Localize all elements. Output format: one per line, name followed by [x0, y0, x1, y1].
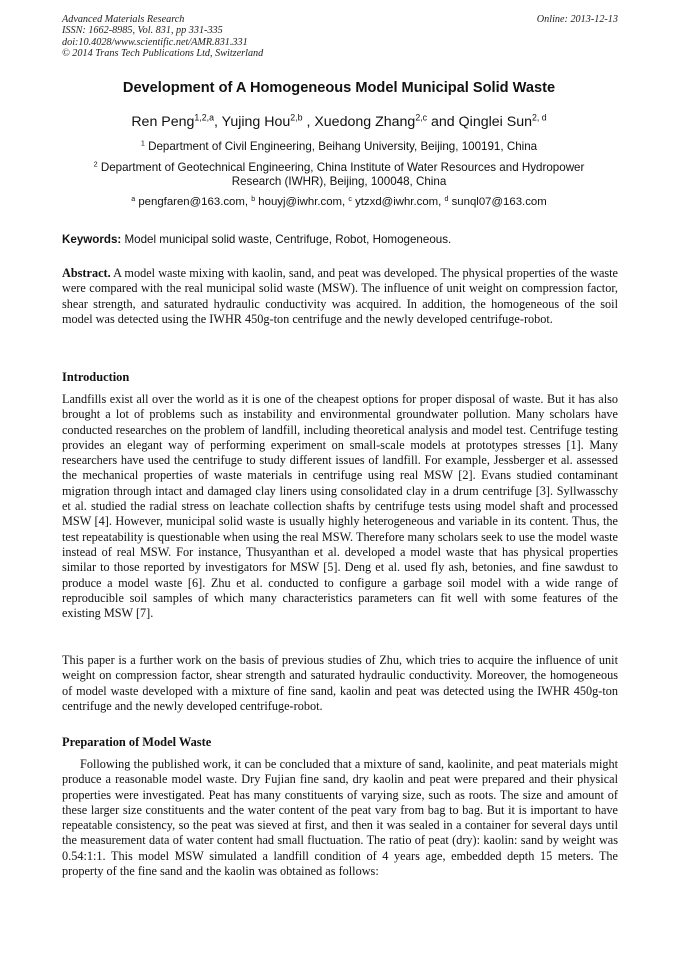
author-name: Qinglei Sun [458, 114, 532, 130]
author-separator: , [214, 114, 222, 130]
online-date: Online: 2013-12-13 [536, 14, 618, 25]
preparation-paragraph-1: Following the published work, it can be concluded that a mixture of sand, kaolinite, and peat materials might produce a reasonable model waste. Dry Fujian fine sand, dry kaolin and peat were prepared and their physical properties were investigated. Peat has many constituents of varying size, such as roots. The size and amount of these larger size constituents and the water content of the peat vary from bag to bag. But it is important to have repeatable consistency, so the peat was sieved at first, and then it was sealed in a container for several days until the measurement data of water content had small fluctuation. The ratio of peat (dry): kaolin: sand by weight was 0.54:1:1. This model MSW simulated a landfill condition of 4 years age, embedded depth 15 meters. The property of the fine sand and the kaolin was obtained as follows: [62, 757, 618, 879]
running-header [62, 14, 618, 60]
copyright: © 2014 Trans Tech Publications Ltd, Switzerland [62, 48, 264, 60]
email: pengfaren@163.com, [135, 196, 252, 208]
email-sup: c [348, 195, 352, 203]
email-sup: b [251, 195, 256, 203]
affiliation-text: Research (IWHR), Beijing, 100048, China [231, 175, 447, 189]
email-sup: a [131, 195, 136, 203]
introduction-paragraph-2: This paper is a further work on the basis of previous studies of Zhu, which tries to acquire the influence of unit weight on compression factor, shear strength and saturated hydraulic conductivity. Moreover, the homogeneous of model waste developed with a mixture of fine sand, kaolin and peat was detected using the IWHR 450g-ton centrifuge and the newly developed centrifuge-robot. [62, 653, 618, 713]
keywords-label: Keywords: [62, 233, 122, 246]
section-heading-introduction: Introduction [62, 370, 130, 384]
keywords-text: Model municipal solid waste, Centrifuge, Robot, Homogeneous. [121, 233, 452, 246]
affiliation-sup: 1 [140, 138, 145, 148]
affiliation-1 [0, 140, 678, 154]
journal-name: Advanced Materials Research [62, 14, 185, 25]
author-affiliation-sup: 1,2,a [194, 112, 214, 123]
email-sup: d [444, 195, 449, 203]
abstract [62, 266, 618, 327]
author-name: Xuedong Zhang [314, 114, 416, 130]
email: ytzxd@iwhr.com, [351, 196, 445, 208]
keywords [62, 233, 618, 246]
paper-title: Development of A Homogeneous Model Municipal Solid Waste [122, 80, 556, 96]
affiliation-2 [60, 161, 618, 190]
author-list [0, 114, 678, 130]
doi: doi:10.4028/www.scientific.net/AMR.831.331 [62, 36, 248, 48]
author-emails [0, 196, 678, 208]
author-name: Yujing Hou [221, 114, 291, 130]
author-affiliation-sup: 2,b [290, 112, 303, 123]
email: sunql07@163.com [448, 196, 547, 208]
author-affiliation-sup: 2, d [531, 112, 547, 123]
abstract-label: Abstract. [62, 266, 111, 280]
author-separator: and [427, 114, 459, 130]
author-separator: , [302, 114, 315, 130]
issn: ISSN: 1662-8985, Vol. 831, pp 331-335 [62, 25, 223, 37]
author-affiliation-sup: 2,c [415, 112, 428, 123]
introduction-paragraph-1: Landfills exist all over the world as it is one of the cheapest options for proper disposal of waste. But it has also brought a lot of problems such as instability and environmental groundwater pollution. Many scholars have conducted researches on the problem of landfill, including theoretical analysis and model test. Centrifuge testing provides an elegant way of performing experiment on small-scale models at prototypes stresses [1]. Many researchers have used the centrifuge to study different issues of landfill. For example, Jessberger et al. assessed the mechanical properties of waste materials in centrifuge using real MSW [2]. Evans studied contaminant migration through intact and damaged clay liners using consolidated clay in a drum centrifuge [3]. Syllwasschy et al. studied the radial stress on leachate collection shafts by centrifuge tests using model shaft and processed MSW [4]. However, municipal solid waste is usually highly heterogeneous and variable in its content. Thus, the test repeatability is questionable when using the real MSW. Therefore many scholars seek to use the model waste instead of real MSW. For instance, Thusyanthan et al. developed a model waste that has physical properties similar to those reported by investigators for MSW [5]. Deng et al. used fly ash, betonies, and fine sawdust to produce a model waste [6]. Zhu et al. conducted to configure a garbage soil model with a wide range of reproducible soil samples of which many characteristics parameters can fit well with some features of the existing MSW [7]. [62, 392, 618, 621]
section-heading-preparation: Preparation of Model Waste [62, 735, 212, 749]
abstract-text: A model waste mixing with kaolin, sand, and peat was developed. The physical properties of the waste were compared with the real municipal solid waste (MSW). The influence of unit weight on compression factor, shear strength, and saturated hydraulic conductivity was acquired. In addition, the homogeneous of the soil model was detected using the IWHR 450g-ton centrifuge and the newly developed centrifuge-robot. [62, 266, 618, 326]
email: houyj@iwhr.com, [255, 196, 349, 208]
affiliation-sup: 2 [93, 159, 98, 169]
author-name: Ren Peng [131, 114, 195, 130]
affiliation-text: Department of Civil Engineering, Beihang University, Beijing, 100191, China [144, 140, 538, 153]
affiliation-text: Department of Geotechnical Engineering, China Institute of Water Resources and Hydropower [97, 161, 585, 174]
